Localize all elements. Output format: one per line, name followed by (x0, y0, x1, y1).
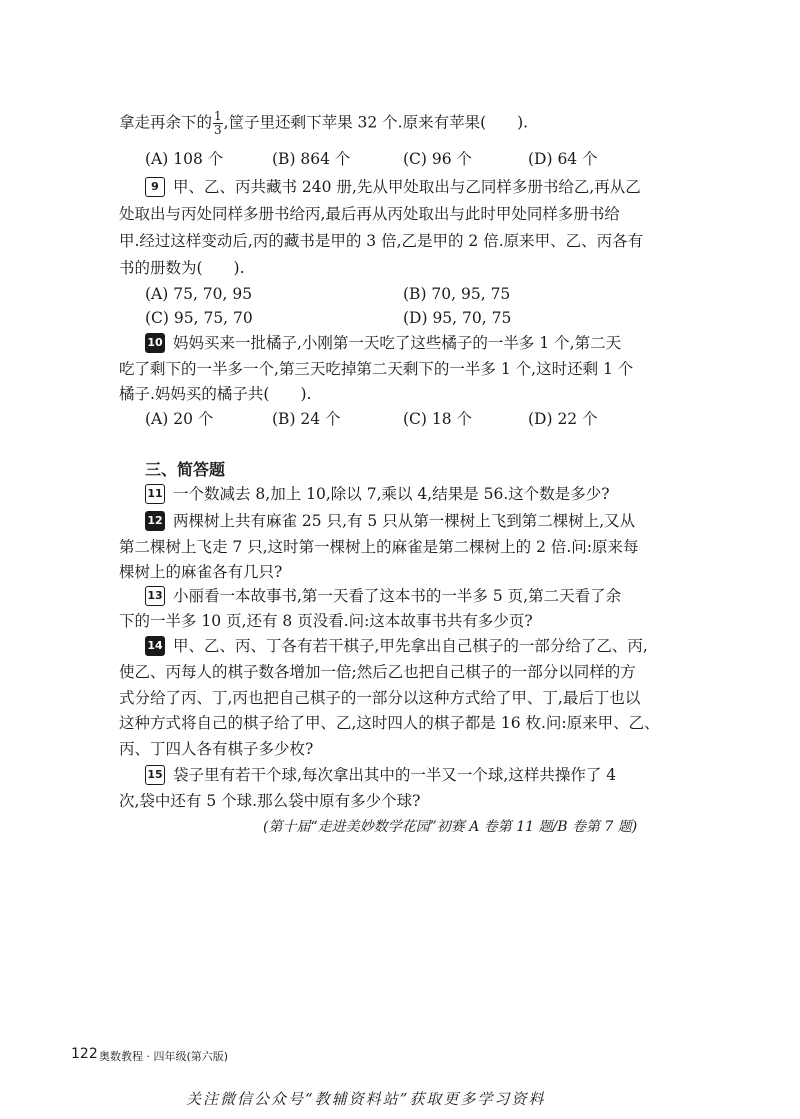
q15-source: (第十届“走进美妙数学花园”初赛 A 卷第 11 题/B 卷第 7 题) (263, 819, 638, 835)
q10-option-c: (C) 18 个 (403, 410, 473, 428)
q14-line-1 (145, 634, 648, 658)
q10-line-3: 橘子.妈妈买的橘子共( ). (119, 385, 312, 403)
watermark-text: 关注微信公众号“教辅资料站”获取更多学习资料 (186, 1090, 546, 1108)
q14-line-3: 式分给了丙、丁,丙也把自己棋子的一部分以这种方式给了甲、丁,最后丁也以 (119, 689, 641, 707)
question-number: 15 (145, 765, 165, 785)
q13-line-1 (145, 584, 621, 608)
q9-text: 甲、乙、丙共藏书 240 册,先从甲处取出与乙同样多册书给乙,再从乙 (173, 178, 641, 196)
q8-option-a: (A) 108 个 (145, 150, 224, 168)
q13-line-2: 下的一半多 10 页,还有 8 页没看.问:这本故事书共有多少页? (119, 612, 533, 630)
q12-line-2: 第二棵树上飞走 7 只,这时第一棵树上的麻雀是第二棵树上的 2 倍.问:原来每 (119, 538, 639, 556)
q10-option-d: (D) 22 个 (528, 410, 598, 428)
q12-text: 两棵树上共有麻雀 25 只,有 5 只从第一棵树上飞到第二棵树上,又从 (173, 512, 636, 530)
fraction-denominator: 3 (214, 123, 222, 137)
q10-line-1 (145, 331, 621, 355)
q14-text: 甲、乙、丙、丁各有若干棋子,甲先拿出自己棋子的一部分给了乙、丙, (173, 637, 648, 655)
page-number: 122 (71, 1046, 98, 1062)
q10-text: 妈妈买来一批橘子,小刚第一天吃了这些橘子的一半多 1 个,第二天 (173, 334, 622, 352)
q13-text: 小丽看一本故事书,第一天看了这本书的一半多 5 页,第二天看了余 (173, 587, 622, 605)
q15-line-2: 次,袋中还有 5 个球.那么袋中原有多少个球? (119, 792, 421, 810)
question-number: 11 (145, 484, 165, 504)
q10-line-2: 吃了剩下的一半多一个,第三天吃掉第二天剩下的一半多 1 个,这时还剩 1 个 (119, 360, 634, 378)
q8-option-b: (B) 864 个 (272, 150, 351, 168)
q9-option-c: (C) 95, 75, 70 (145, 309, 253, 327)
q8-text (119, 110, 528, 137)
q14-line-5: 丙、丁四人各有棋子多少枚? (119, 740, 314, 758)
q9-option-b: (B) 70, 95, 75 (403, 285, 511, 303)
q15-text: 袋子里有若干个球,每次拿出其中的一半又一个球,这样共操作了 4 (173, 766, 617, 784)
q14-line-2: 使乙、丙每人的棋子数各增加一倍;然后乙也把自己棋子的一部分以同样的方 (119, 663, 636, 681)
q9-line-3: 甲.经过这样变动后,丙的藏书是甲的 3 倍,乙是甲的 2 倍.原来甲、乙、丙各有 (119, 232, 644, 250)
fraction-one-third (213, 110, 223, 137)
q12-line-3: 棵树上的麻雀各有几只? (119, 563, 283, 581)
q10-option-a: (A) 20 个 (145, 410, 214, 428)
q9-line-4: 书的册数为( ). (119, 259, 245, 277)
q11-text: 一个数减去 8,加上 10,除以 7,乘以 4,结果是 56.这个数是多少? (173, 485, 610, 503)
question-number: 10 (145, 333, 165, 353)
section-title: 三、简答题 (145, 460, 226, 479)
fraction-numerator: 1 (214, 109, 222, 123)
q12-line-1 (145, 509, 635, 533)
q11-line-1 (145, 482, 610, 506)
q14-line-4: 这种方式将自己的棋子给了甲、乙,这时四人的棋子都是 16 枚.问:原来甲、乙、 (119, 714, 660, 732)
question-number: 13 (145, 586, 165, 606)
q9-option-a: (A) 75, 70, 95 (145, 285, 253, 303)
q9-line-2: 处取出与丙处同样多册书给丙,最后再从丙处取出与此时甲处同样多册书给 (119, 205, 620, 223)
q9-line-1 (145, 175, 641, 199)
q8-option-c: (C) 96 个 (403, 150, 473, 168)
question-number: 9 (145, 177, 165, 197)
q8-text-before: 拿走再余下的 (119, 113, 213, 132)
q8-text-after: ,筐子里还剩下苹果 32 个.原来有苹果( ). (223, 113, 529, 132)
question-number: 14 (145, 636, 165, 656)
q9-option-d: (D) 95, 70, 75 (403, 309, 512, 327)
q10-option-b: (B) 24 个 (272, 410, 341, 428)
question-number: 12 (145, 511, 165, 531)
q15-line-1 (145, 763, 616, 787)
book-title: 奥数教程 · 四年级(第六版) (99, 1050, 229, 1063)
q8-option-d: (D) 64 个 (528, 150, 598, 168)
